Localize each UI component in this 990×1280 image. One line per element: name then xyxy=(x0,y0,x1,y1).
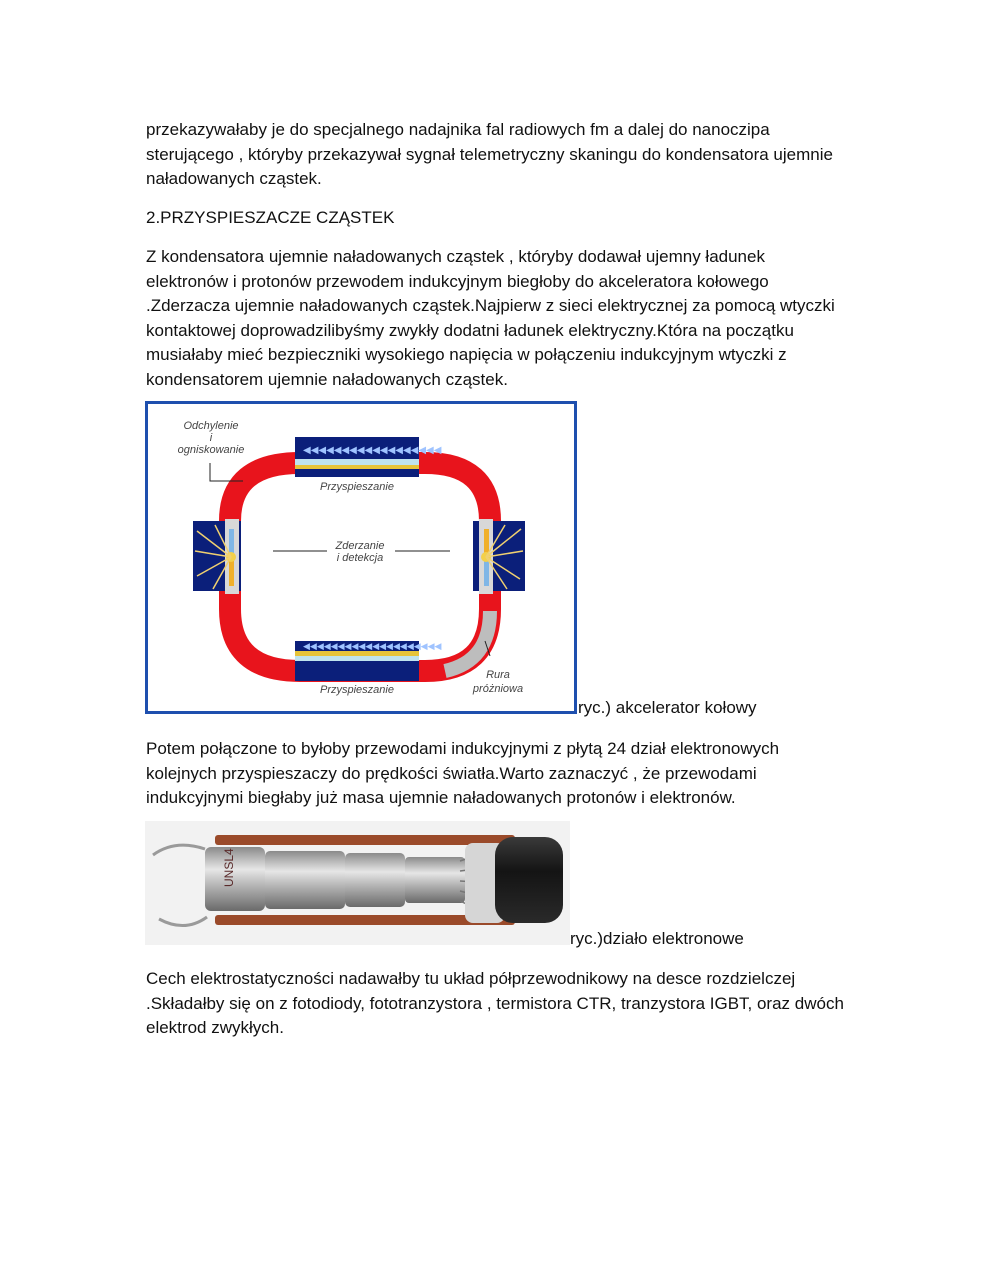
label-deflection-3: ogniskowanie xyxy=(177,444,245,456)
accelerator-diagram-svg xyxy=(145,401,577,714)
label-deflection-1: Odchylenie xyxy=(183,420,239,432)
label-collision-2: i detekcja xyxy=(336,552,384,564)
paragraph-semiconductor: Cech elektrostatyczności nadawałby tu układ półprzewodnikowy na desce rozdzielczej .Składałby się on z fotodiody, fototranzystora , termistora CTR, tranzystora IGBT, oraz dwóch elektrod zwykłych. xyxy=(146,969,844,1037)
paragraph-accelerator: Z kondensatora ujemnie naładowanych cząstek , któryby dodawał ujemny ładunek elektronów i protonów przewodem indukcyjnym biegłoby do akceleratora kołowego .Zderzacza ujemnie naładowanych cząstek.Najpierw z sieci elektrycznej za pomocą wtyczki kontaktowej doprowadzilibyśmy zwykły dodatni ładunek elektryczny.Która na początku musiałaby mieć bezpieczniki wysokiego napięcia w połączeniu indukcyjnym wtyczki z kondensatorem ujemnie naładowanych cząstek. xyxy=(146,247,835,389)
paragraph-electron-guns: Potem połączone to byłoby przewodami indukcyjnymi z płytą 24 dział elektronowych kolejnych przyspieszaczy do prędkości światła.Warto zaznaczyć , że przewodami indukcyjnymi biegłaby już masa ujemnie naładowanych protonów i elektronów. xyxy=(146,739,780,807)
tube-marking: UNSL4 xyxy=(222,848,236,887)
label-collision-1: Zderzanie xyxy=(335,540,385,552)
figure2-caption: ryc.)działo elektronowe xyxy=(570,929,744,948)
svg-text:◀◀◀◀◀◀◀◀◀◀◀◀◀◀◀◀◀◀◀◀: ◀◀◀◀◀◀◀◀◀◀◀◀◀◀◀◀◀◀◀◀ xyxy=(303,641,442,651)
label-accel-top: Przyspieszanie xyxy=(320,481,394,493)
svg-text:◀◀◀◀◀◀◀◀◀◀◀◀◀◀◀◀◀◀: ◀◀◀◀◀◀◀◀◀◀◀◀◀◀◀◀◀◀ xyxy=(303,445,442,456)
right-detector xyxy=(473,519,525,594)
label-accel-bottom: Przyspieszanie xyxy=(320,684,394,696)
paragraph-intro: przekazywałaby je do specjalnego nadajnika fal radiowych fm a dalej do nanoczipa sterującego , któryby przekazywał sygnał telemetryczny skaningu do kondensatora ujemnie naładowanych cząstek. xyxy=(146,120,833,188)
left-detector xyxy=(193,519,241,594)
accelerator-diagram xyxy=(145,401,577,714)
electron-gun-svg xyxy=(145,821,570,945)
label-tube-2: próżniowa xyxy=(472,683,524,695)
label-tube-1: Rura xyxy=(486,669,510,681)
label-deflection-2: i xyxy=(209,432,213,444)
figure1-caption: ryc.) akcelerator kołowy xyxy=(578,698,757,717)
section-heading: 2.PRZYSPIESZACZE CZĄSTEK xyxy=(146,208,395,227)
electron-gun-photo xyxy=(145,821,570,945)
